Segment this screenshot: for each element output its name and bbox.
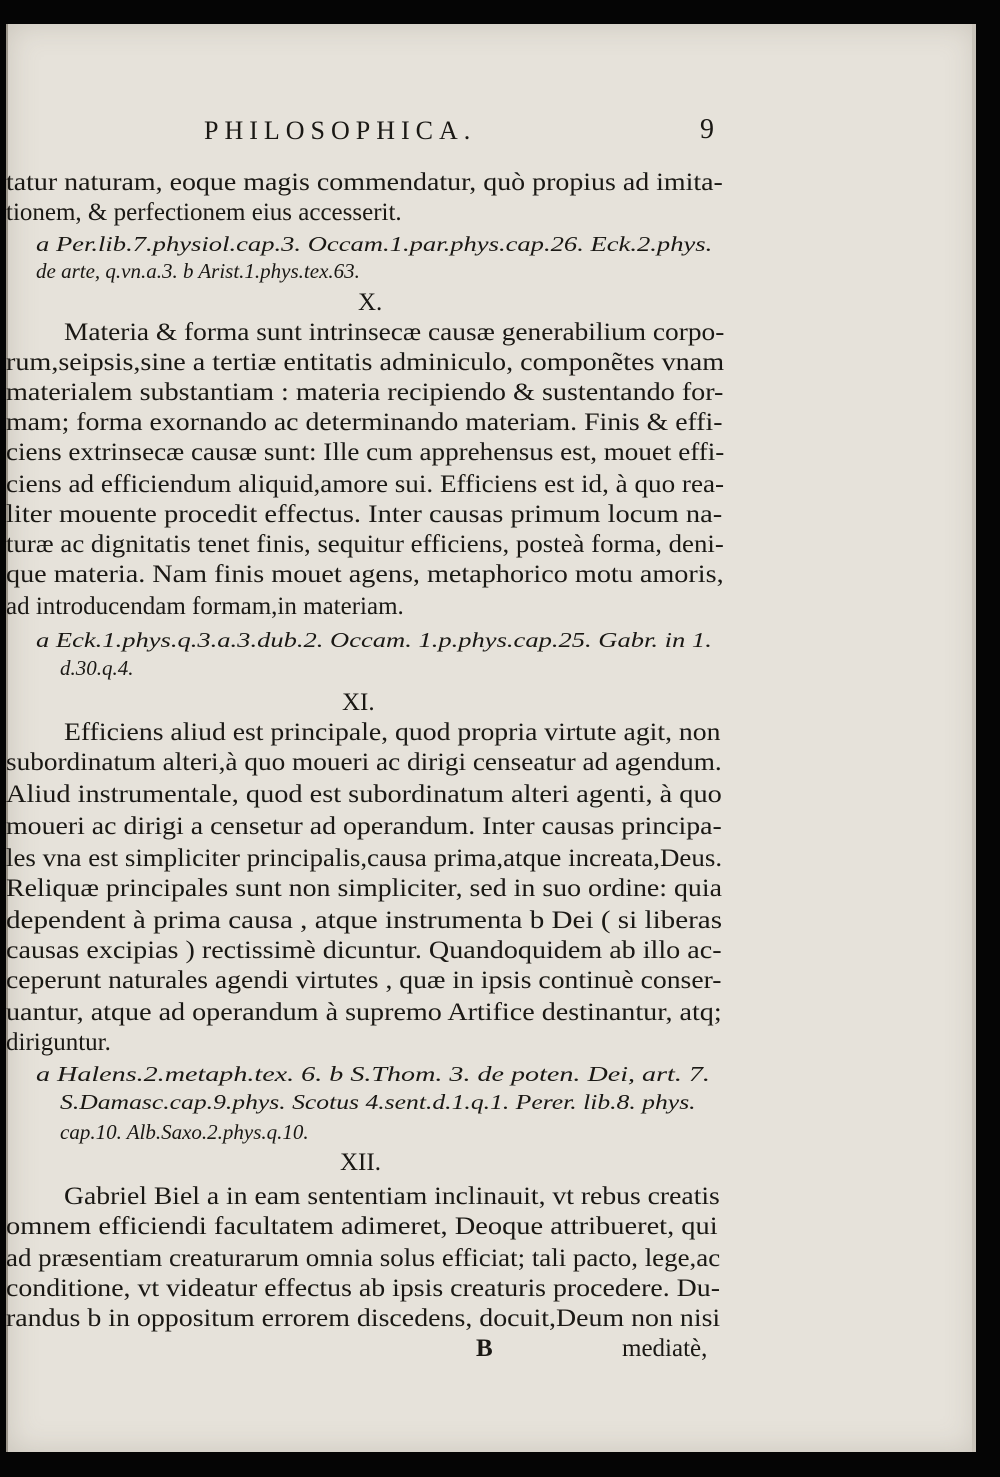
text-line: Reliquæ principales sunt non simpliciter, sed in suo ordine: quia <box>6 875 722 902</box>
text-line: Aliud instrumentale, quod est subordinatum alteri agenti, à quo <box>6 781 722 808</box>
text-line: subordinatum alteri,à quo moueri ac dirigi censeatur ad agendum. <box>6 749 722 776</box>
text-line: uantur, atque ad operandum à supremo Artifice destinantur, atq; <box>6 999 722 1026</box>
marginal-note-line: d.30.q.4. <box>60 656 134 680</box>
text-line: dependent à prima causa , atque instrumenta b Dei ( si liberas <box>6 907 723 934</box>
text-line: tatur naturam, eoque magis commendatur, quò propius ad imita- <box>6 169 723 196</box>
text-line: ad introducendam formam,in materiam. <box>6 593 404 620</box>
text-line: tionem, & perfectionem eius accesserit. <box>6 199 402 226</box>
marginal-note-line: cap.10. Alb.Saxo.2.phys.q.10. <box>60 1120 309 1144</box>
marginal-note-line: S.Damasc.cap.9.phys. Scotus 4.sent.d.1.q.1. Perer. lib.8. phys. <box>60 1090 696 1114</box>
text-line: ciens extrinsecæ causæ sunt: Ille cum apprehensus est, mouet effi- <box>6 439 725 466</box>
catchword: mediatè, <box>622 1335 708 1362</box>
text-line: Materia & forma sunt intrinsecæ causæ generabilium corpo- <box>64 319 725 346</box>
marginal-note-line: de arte, q.vn.a.3. b Arist.1.phys.tex.63. <box>36 259 360 283</box>
marginal-note-line: a Halens.2.metaph.tex. 6. b S.Thom. 3. de poten. Dei, art. 7. <box>36 1062 710 1086</box>
page-number: 9 <box>700 114 714 145</box>
text-line: mam; forma exornando ac determinando materiam. Finis & effi- <box>6 409 723 436</box>
section-number: XII. <box>340 1149 381 1176</box>
text-line: randus b in oppositum errorem discedens, docuit,Deum non nisi <box>6 1305 721 1332</box>
text-line: Gabriel Biel a in eam sententiam inclinauit, vt rebus creatis <box>64 1183 720 1210</box>
text-line: ad præsentiam creaturarum omnia solus efficiat; tali pacto, lege,ac <box>6 1245 721 1272</box>
running-header: PHILOSOPHICA. <box>204 116 477 145</box>
text-line: Efficiens aliud est principale, quod propria virtute agit, non <box>64 719 721 746</box>
text-line: les vna est simpliciter principalis,causa prima,atque increata,Deus. <box>6 845 723 872</box>
text-line: conditione, vt videatur effectus ab ipsis creaturis procedere. Du- <box>6 1275 720 1302</box>
signature-mark: B <box>476 1335 493 1362</box>
section-number: X. <box>358 289 383 316</box>
text-line: liter mouente procedit effectus. Inter causas primum locum na- <box>6 501 723 528</box>
text-line: ceperunt naturales agendi virtutes , quæ in ipsis continuè conser- <box>6 967 722 994</box>
text-line: moueri ac dirigi a censetur ad operandum. Inter causas principa- <box>6 813 722 840</box>
text-line: causas excipias ) rectissimè dicuntur. Quandoquidem ab illo ac- <box>6 937 722 964</box>
text-line: turæ ac dignitatis tenet finis, sequitur efficiens, posteà forma, deni- <box>6 531 724 558</box>
text-line: materialem substantiam : materia recipiendo & sustentando for- <box>6 379 724 406</box>
text-line: rum,seipsis,sine a tertiæ entitatis adminiculo, componẽtes vnam <box>6 349 725 376</box>
section-number: XI. <box>342 689 375 716</box>
text-line: que materia. Nam finis mouet agens, metaphorico motu amoris, <box>6 561 724 588</box>
marginal-note-line: a Per.lib.7.physiol.cap.3. Occam.1.par.phys.cap.26. Eck.2.phys. <box>36 232 713 256</box>
text-line: diriguntur. <box>6 1029 111 1056</box>
marginal-note-line: a Eck.1.phys.q.3.a.3.dub.2. Occam. 1.p.phys.cap.25. Gabr. in 1. <box>36 628 712 652</box>
text-line: ciens ad efficiendum aliquid,amore sui. Efficiens est id, à quo rea- <box>6 471 725 498</box>
page-edge <box>972 24 976 1452</box>
text-line: omnem efficiendi facultatem adimeret, Deoque attribueret, qui <box>6 1213 718 1240</box>
